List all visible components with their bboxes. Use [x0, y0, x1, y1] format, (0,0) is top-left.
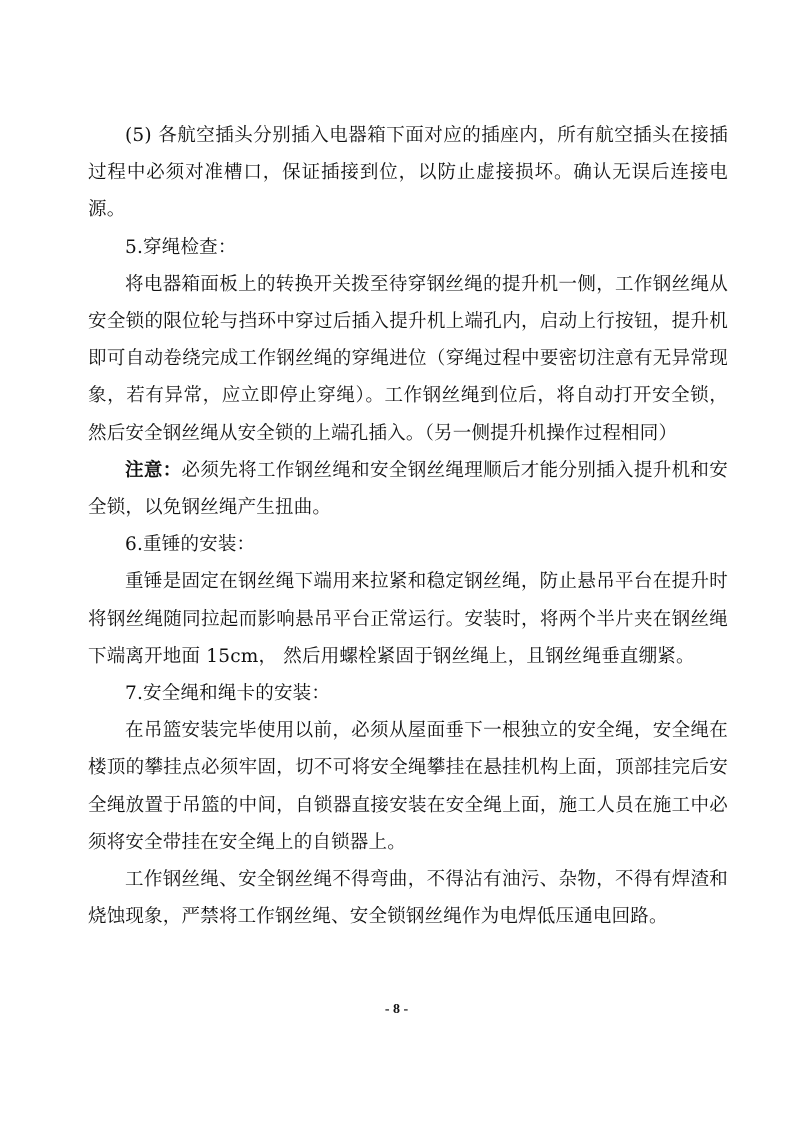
paragraph-aviation-plugs: (5) 各航空插头分别插入电器箱下面对应的插座内，所有航空插头在接插过程中必须对准槽口，保证插接到位，以防止虚接损坏。确认无误后连接电源。	[88, 125, 728, 221]
section-heading-weight-install: 6.重锤的安装：	[125, 534, 256, 556]
section-heading-rope-check: 5.穿绳检查：	[125, 236, 237, 258]
paragraph-wire-rope-restrictions: 工作钢丝绳、安全钢丝绳不得弯曲，不得沾有油污、杂物，不得有焊渣和烧蚀现象，严禁将工作钢丝绳、安全锁钢丝绳作为电焊低压通电回路。	[88, 869, 728, 928]
document-body	[88, 117, 728, 935]
section-heading-safety-rope: 7.安全绳和绳卡的安装：	[125, 683, 331, 705]
paragraph-note	[88, 452, 728, 526]
note-label: 注意：	[125, 459, 182, 481]
paragraph-weight-install: 重锤是固定在钢丝绳下端用来拉紧和稳定钢丝绳，防止悬吊平台在提升时将钢丝绳随同拉起而影响悬吊平台正常运行。安装时，将两个半片夹在钢丝绳下端离开地面 15cm， 然后用螺栓紧固于钢丝绳上，且钢丝绳垂直绷紧。	[88, 571, 728, 667]
page-number: - 8 -	[384, 1002, 409, 1017]
paragraph-rope-threading: 将电器箱面板上的转换开关拨至待穿钢丝绳的提升机一侧，工作钢丝绳从安全锁的限位轮与挡环中穿过后插入提升机上端孔内，启动上行按钮，提升机即可自动卷绕完成工作钢丝绳的穿绳进位（穿绳过程中要密切注意有无异常现象，若有异常，应立即停止穿绳）。工作钢丝绳到位后，将自动打开安全锁，然后安全钢丝绳从安全锁的上端孔插入。（另一侧提升机操作过程相同）	[88, 273, 728, 444]
note-text: 必须先将工作钢丝绳和安全钢丝绳理顺后才能分别插入提升机和安全锁，以免钢丝绳产生扭曲。	[88, 459, 728, 519]
paragraph-safety-rope: 在吊篮安装完毕使用以前，必须从屋面垂下一根独立的安全绳，安全绳在楼顶的攀挂点必须牢固，切不可将安全绳攀挂在悬挂机构上面，顶部挂完后安全绳放置于吊篮的中间，自锁器直接安装在安全绳上面，施工人员在施工中必须将安全带挂在安全绳上的自锁器上。	[88, 720, 728, 853]
